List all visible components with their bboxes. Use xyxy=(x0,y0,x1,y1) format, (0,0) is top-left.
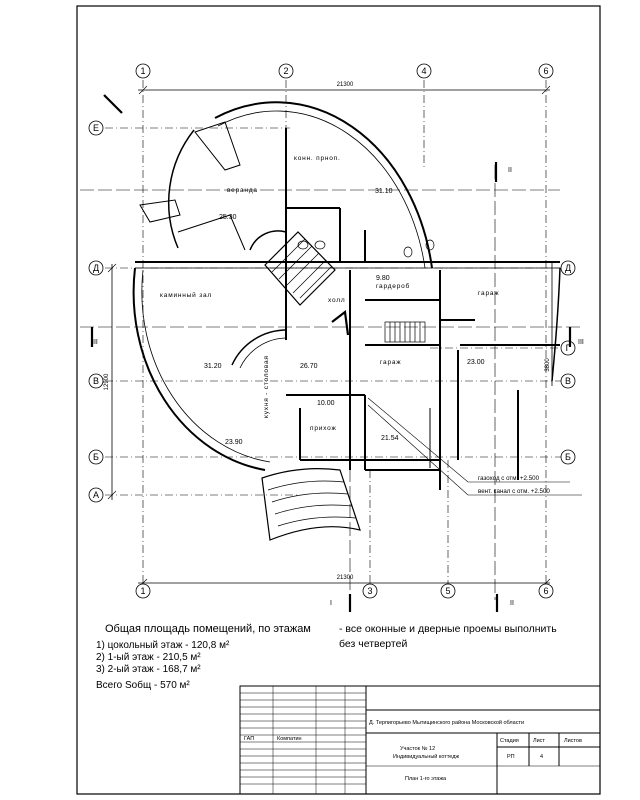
title-org: Д. Терпигорьево Мытищинского района Московской области xyxy=(369,720,525,726)
title-header-sheets: Листов xyxy=(564,738,582,744)
sheet-frame xyxy=(77,6,600,794)
room-label-cloak: гардероб xyxy=(376,283,411,290)
room-area: 25.30 xyxy=(219,214,237,221)
title-header-sheet: Лист xyxy=(533,738,545,744)
area-summary-title: Общая площадь помещений, по этажам xyxy=(105,623,311,635)
dim-overall-bottom: 21300 xyxy=(336,575,354,581)
row-label: Б xyxy=(93,452,99,462)
room-label-veranda: веранда xyxy=(227,187,258,194)
callout-gas-flue: газоход с отм. +2.500 xyxy=(478,475,540,482)
col-label: 1 xyxy=(140,586,146,596)
area-summary-item: 1) цокольный этаж - 120,8 м² xyxy=(96,640,230,651)
room-area: 9.80 xyxy=(376,275,390,282)
row-label: Г xyxy=(565,343,571,353)
title-role-check: Компатин xyxy=(277,736,302,742)
col-label: 4 xyxy=(421,66,427,76)
dim-side-left: 12900 xyxy=(104,373,110,391)
section-mark-label: III xyxy=(92,339,98,346)
room-label-entry: прихож xyxy=(310,425,337,432)
room-area: 31.20 xyxy=(204,363,222,370)
callout-vent-duct: вент. канал с отм. +2.500 xyxy=(478,488,550,495)
title-object: Участок № 12 xyxy=(400,746,436,752)
row-label: А xyxy=(92,490,100,500)
room-area: 10.00 xyxy=(317,400,335,407)
room-area: 23.00 xyxy=(467,359,485,366)
section-mark-label: II xyxy=(508,167,512,174)
title-header-stage: Стадия xyxy=(500,738,519,744)
col-label: 6 xyxy=(543,66,549,76)
section-mark-label: III xyxy=(578,339,584,346)
room-label-garage: гараж xyxy=(380,359,402,366)
title-value-stage: РП xyxy=(507,754,515,760)
section-mark-label: II xyxy=(510,600,514,607)
title-value-sheet: 4 xyxy=(540,754,544,760)
dim-overall-top: 21300 xyxy=(336,82,354,88)
row-label: Е xyxy=(92,123,100,133)
room-label-kitchen: кухня - столовая xyxy=(263,355,270,418)
room-label-hall: холл xyxy=(328,297,346,304)
general-note: - все оконные и дверные проемы выполнить xyxy=(339,623,557,635)
dim-side-right: 3800 xyxy=(545,358,551,372)
row-label: Д xyxy=(92,263,100,273)
row-label: В xyxy=(564,376,572,386)
col-label: 3 xyxy=(367,586,373,596)
area-summary-total: Всего Sобщ - 570 м² xyxy=(96,680,190,691)
title-object-type: Индивидуальный коттедж xyxy=(393,754,460,760)
room-label-garage: гараж xyxy=(478,290,500,297)
col-label: 1 xyxy=(140,66,146,76)
general-note: без четвертей xyxy=(339,638,408,650)
section-mark-label: I xyxy=(330,600,332,607)
row-label: В xyxy=(92,376,100,386)
col-label: 5 xyxy=(445,586,451,596)
area-summary-item: 2) 1-ый этаж - 210,5 м² xyxy=(96,652,201,663)
room-area: 31.10 xyxy=(375,188,393,195)
row-label: Д xyxy=(564,263,572,273)
row-label: Б xyxy=(565,452,571,462)
area-summary-item: 3) 2-ый этаж - 168,7 м² xyxy=(96,664,201,675)
title-sheet-name: План 1-го этажа xyxy=(405,776,447,782)
room-area: 21.54 xyxy=(381,435,399,442)
title-role-gap: ГАП xyxy=(244,736,255,742)
room-area: 26.70 xyxy=(300,363,318,370)
room-label-fireplace: каминный зал xyxy=(160,292,212,299)
col-label: 6 xyxy=(543,586,549,596)
col-label: 2 xyxy=(283,66,289,76)
room-label-office: конн. прноп. xyxy=(294,155,341,162)
room-area: 23.90 xyxy=(225,439,243,446)
